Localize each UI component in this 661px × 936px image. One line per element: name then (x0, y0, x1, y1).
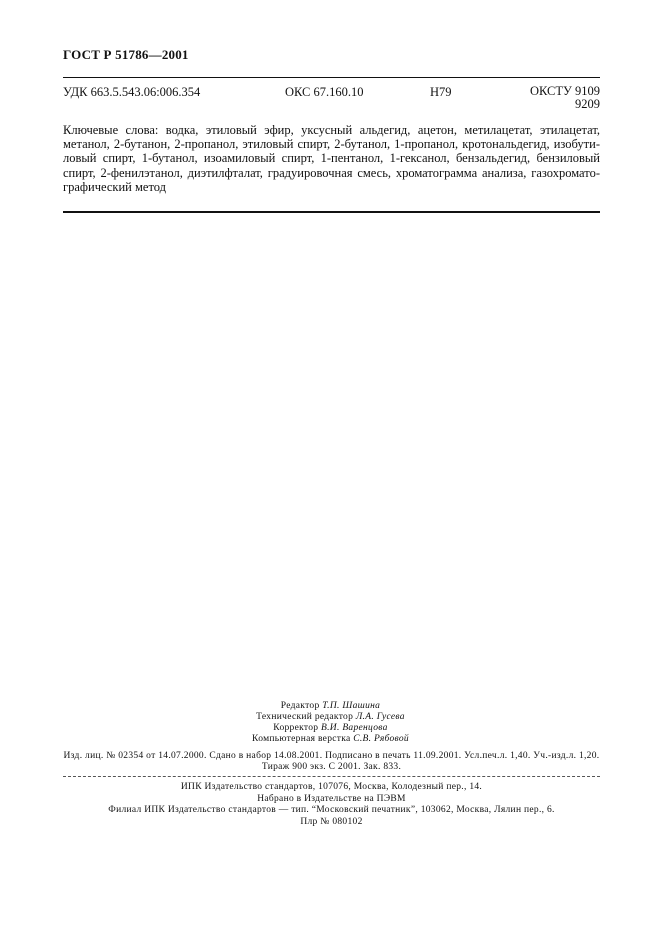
publication-info (63, 751, 600, 773)
okstu-line-1: ОКСТУ 9109 (529, 84, 600, 98)
printing-line-2: Набрано в Издательстве на ПЭВМ (257, 793, 406, 804)
editor-role: Редактор (280, 701, 320, 711)
tech-editor-role: Технический редактор (256, 712, 354, 722)
tech-editor-name: Л.А. Гусева (355, 712, 405, 722)
printing-line-4: Плр № 080102 (300, 816, 363, 827)
editor-credit (0, 701, 661, 712)
editor-name: Т.П. Шашина (322, 701, 381, 711)
printing-line-3: Филиал ИПК Издательство стандартов — тип. “Московский печатник”, 103062, Москва, Лялин пер., 6. (108, 805, 555, 815)
okstu-line-2: 9209 (575, 97, 600, 111)
udk-code: УДК 663.5.543.06:006.354 (63, 85, 201, 99)
tech-editor-credit (0, 712, 661, 723)
publication-line-2: Тираж 900 экз. С 2001. Зак. 833. (261, 762, 402, 772)
keywords-divider (63, 211, 600, 213)
keywords-line: графический метод (63, 179, 166, 194)
keywords-line: метанол, 2-бутанон, 2-пропанол, этиловый спирт, 2-бутанол, 1-пропанол, кротональдегид, изобути- (63, 137, 600, 152)
keywords-line: ловый спирт, 1-бутанол, изоамиловый спирт, 1-пентанол, 1-гексанол, бензальдегид, бензиловый (63, 151, 600, 166)
printing-info (63, 782, 600, 828)
oks-code: ОКС 67.160.10 (285, 85, 364, 99)
okstu-code (530, 85, 600, 111)
editorial-credits (0, 701, 661, 745)
printing-line-1: ИПК Издательство стандартов, 107076, Москва, Колодезный пер., 14. (180, 782, 483, 792)
classification-row (63, 85, 600, 115)
category-code: Н79 (430, 85, 452, 99)
corrector-credit (0, 723, 661, 734)
corrector-name: В.И. Варенцова (321, 723, 388, 733)
standard-code: ГОСТ Р 51786—2001 (63, 47, 189, 62)
layout-role: Компьютерная верстка (252, 734, 351, 744)
corrector-role: Корректор (273, 723, 319, 733)
keywords-paragraph (63, 123, 600, 194)
layout-name: С.В. Рябовой (353, 734, 409, 744)
keywords-line: Ключевые слова: водка, этиловый эфир, уксусный альдегид, ацетон, метилацетат, этилацетат, (63, 123, 600, 137)
publication-line-1: Изд. лиц. № 02354 от 14.07.2000. Сдано в набор 14.08.2001. Подписано в печать 11.09.2001. Усл.печ.л. 1,40. Уч.-изд.л. 1,20. (63, 751, 600, 761)
header-divider (63, 77, 600, 78)
keywords-line: спирт, 2-фенилэтанол, диэтилфталат, градуировочная смесь, хроматограмма анализа, газохромато- (63, 165, 600, 180)
imprint-divider (63, 776, 600, 777)
layout-credit (0, 734, 661, 745)
